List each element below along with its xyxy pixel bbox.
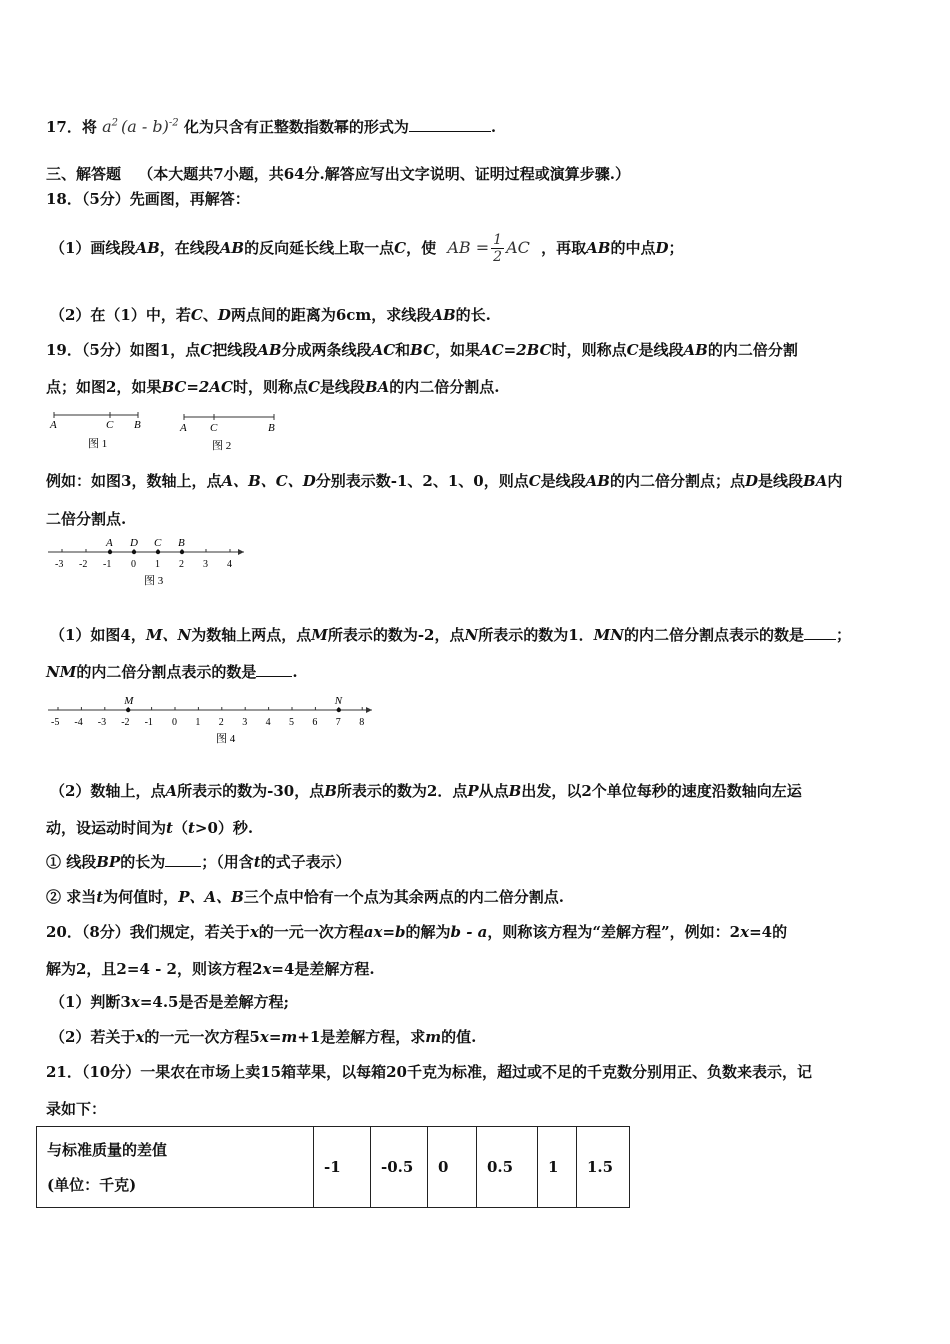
point-D (132, 550, 136, 554)
table-cell: 1 (538, 1127, 577, 1208)
table-cell: 0.5 (477, 1127, 538, 1208)
q20-part2: （2）若关于x的一元一次方程5x=m+1是差解方程，求m的值. (50, 1028, 477, 1046)
q19-sub2-line1: （2）数轴上，点A所表示的数为-30，点B所表示的数为2．点P从点B出发，以2个单位每秒的速度沿数轴向左运 (50, 782, 802, 800)
q21-line1: 21．（10分）一果农在市场上卖15箱苹果，以每箱20千克为标准，超过或不足的千克数分别用正、负数来表示，记 (46, 1063, 813, 1081)
figure-caption: 图 4 (216, 733, 236, 745)
point-label-C: C (154, 537, 162, 549)
q21-table (36, 1126, 630, 1208)
fig1-label-C: C (106, 419, 114, 431)
tick-label: 3 (242, 717, 248, 728)
q17-line (46, 116, 496, 137)
tick-label: -1 (103, 559, 112, 570)
section3-note: （本大题共7小题，共64分.解答应写出文字说明、证明过程或演算步骤.） (138, 165, 631, 183)
figure-2 (179, 414, 275, 452)
q19-sub2-item1: ① 线段BP的长为 ；（用含t的式子表示） (46, 853, 351, 871)
q19-bp-answer-blank[interactable] (165, 852, 201, 867)
tick-label: -1 (144, 717, 153, 728)
q19-line1: 19．（5分）如图1，点C把线段AB分成两条线段AC和BC，如果AC=2BC时，则称点C是线段AB的内二倍分割 (46, 341, 798, 359)
figure-4-number-line (40, 688, 380, 754)
q20-line2: 解为2，且2=4 - 2，则该方程2x=4是差解方程. (46, 960, 375, 978)
fig1-label-A: A (50, 419, 57, 431)
figure-caption: 图 3 (144, 575, 164, 587)
tick-label: 5 (289, 717, 294, 728)
tick-label: 8 (359, 717, 365, 728)
fig2-caption: 图 2 (212, 440, 232, 452)
q19-sub2-line2: 动，设运动时间为t（t>0）秒. (46, 819, 254, 837)
tick-label: 1 (195, 717, 201, 728)
q19-sub1-line2: NM的内二倍分割点表示的数是 . (46, 663, 298, 681)
tick-label: 4 (227, 559, 232, 570)
q19-sub2-item2: ② 求当t为何值时，P、A、B三个点中恰有一个点为其余两点的内二倍分割点. (46, 888, 565, 906)
q19-figures-1-2 (40, 404, 290, 454)
tick-label: -3 (97, 717, 107, 728)
point-C (156, 550, 160, 554)
section3-title: 三、解答题 (46, 165, 122, 183)
q19-sub1-line1: （1）如图4，M、N为数轴上两点，点M所表示的数为-2，点N所表示的数为1．MN的内二倍分割点表示的数是 ； (50, 626, 852, 644)
point-M (126, 708, 130, 712)
tick-label: -4 (74, 717, 83, 728)
point-A (108, 550, 112, 554)
q18-fraction-expr: AB = $\frac{1}{2}$ AC (447, 232, 530, 265)
q17-answer-blank[interactable] (409, 117, 491, 132)
q18-heading: 18．（5分）先画图，再解答： (46, 190, 250, 208)
tick-label: 3 (203, 559, 208, 570)
q17-text: 化为只含有正整数指数幂的形式为 (183, 118, 409, 136)
table-cell: 0 (428, 1127, 477, 1208)
q21-line2: 录如下： (46, 1100, 107, 1118)
figure-3-number-line (40, 534, 260, 594)
tick-label: 7 (335, 717, 341, 728)
point-N (337, 708, 341, 712)
point-label-A: A (106, 537, 113, 549)
table-cell: -0.5 (371, 1127, 428, 1208)
q18-part2: （2）在（1）中，若C、D两点间的距离为6cm，求线段AB的长. (50, 306, 491, 324)
tick-label: 0 (131, 559, 136, 570)
q19-line2: 点；如图2，如果BC=2AC时，则称点C是线段BA的内二倍分割点. (46, 378, 500, 396)
q19-example-line1: 例如：如图3，数轴上，点A、B、C、D分别表示数-1、2、1、0，则点C是线段AB的内二倍分割点；点D是线段BA内 (46, 472, 843, 490)
tick-label: 2 (218, 717, 224, 728)
tick-label: 0 (172, 717, 177, 728)
fig1-label-B: B (134, 419, 141, 431)
tick-label: -2 (121, 717, 130, 728)
point-label-M: M (124, 695, 134, 707)
table-header-cell (37, 1127, 314, 1208)
q19-nm-answer-blank[interactable] (256, 662, 292, 677)
table-cell: -1 (314, 1127, 371, 1208)
point-label-B: B (178, 537, 185, 549)
tick-label: -5 (51, 717, 60, 728)
point-label-N: N (334, 695, 343, 707)
q19-mn-answer-blank[interactable] (804, 625, 836, 640)
q20-line1: 20．（8分）我们规定，若关于x的一元一次方程ax=b的解为b - a，则称该方程为“差解方程”，例如：2x=4的 (46, 923, 788, 941)
point-B (180, 550, 184, 554)
axis-arrow (366, 707, 372, 713)
tick-label: 4 (265, 717, 271, 728)
q18-part1: （1）画线段AB，在线段AB的反向延长线上取一点C，使 AB = $\frac{1}{2}$ AC ，再取AB的中点D； (50, 232, 684, 265)
header-line1: 与标准质量的差值 (47, 1141, 168, 1159)
tick-label: -3 (55, 559, 64, 570)
tick-label: 2 (179, 559, 184, 570)
table-row (37, 1127, 630, 1208)
fig2-label-C: C (210, 422, 218, 434)
figure-1 (49, 412, 141, 450)
q17-number: 17．将 (46, 118, 97, 136)
q17-expression: $a^2$ (a - b)$^{-2}$ (102, 117, 179, 136)
fig2-label-B: B (268, 422, 275, 434)
fig1-caption: 图 1 (88, 438, 108, 450)
q19-example-line2: 二倍分割点. (46, 510, 127, 528)
q20-part1: （1）判断3x=4.5是否是差解方程; (50, 993, 290, 1011)
one-half-fraction: $\frac{1}{2}$ (493, 232, 503, 265)
point-label-D: D (130, 537, 138, 549)
tick-label: 6 (312, 717, 318, 728)
q17-end: . (490, 118, 497, 136)
table-cell: 1.5 (577, 1127, 630, 1208)
section3-heading (46, 163, 630, 184)
header-line2: (单位：千克) (47, 1176, 137, 1194)
tick-label: 1 (155, 559, 160, 570)
axis-arrow (238, 549, 244, 555)
tick-label: -2 (79, 559, 88, 570)
fig2-label-A: A (180, 422, 187, 434)
